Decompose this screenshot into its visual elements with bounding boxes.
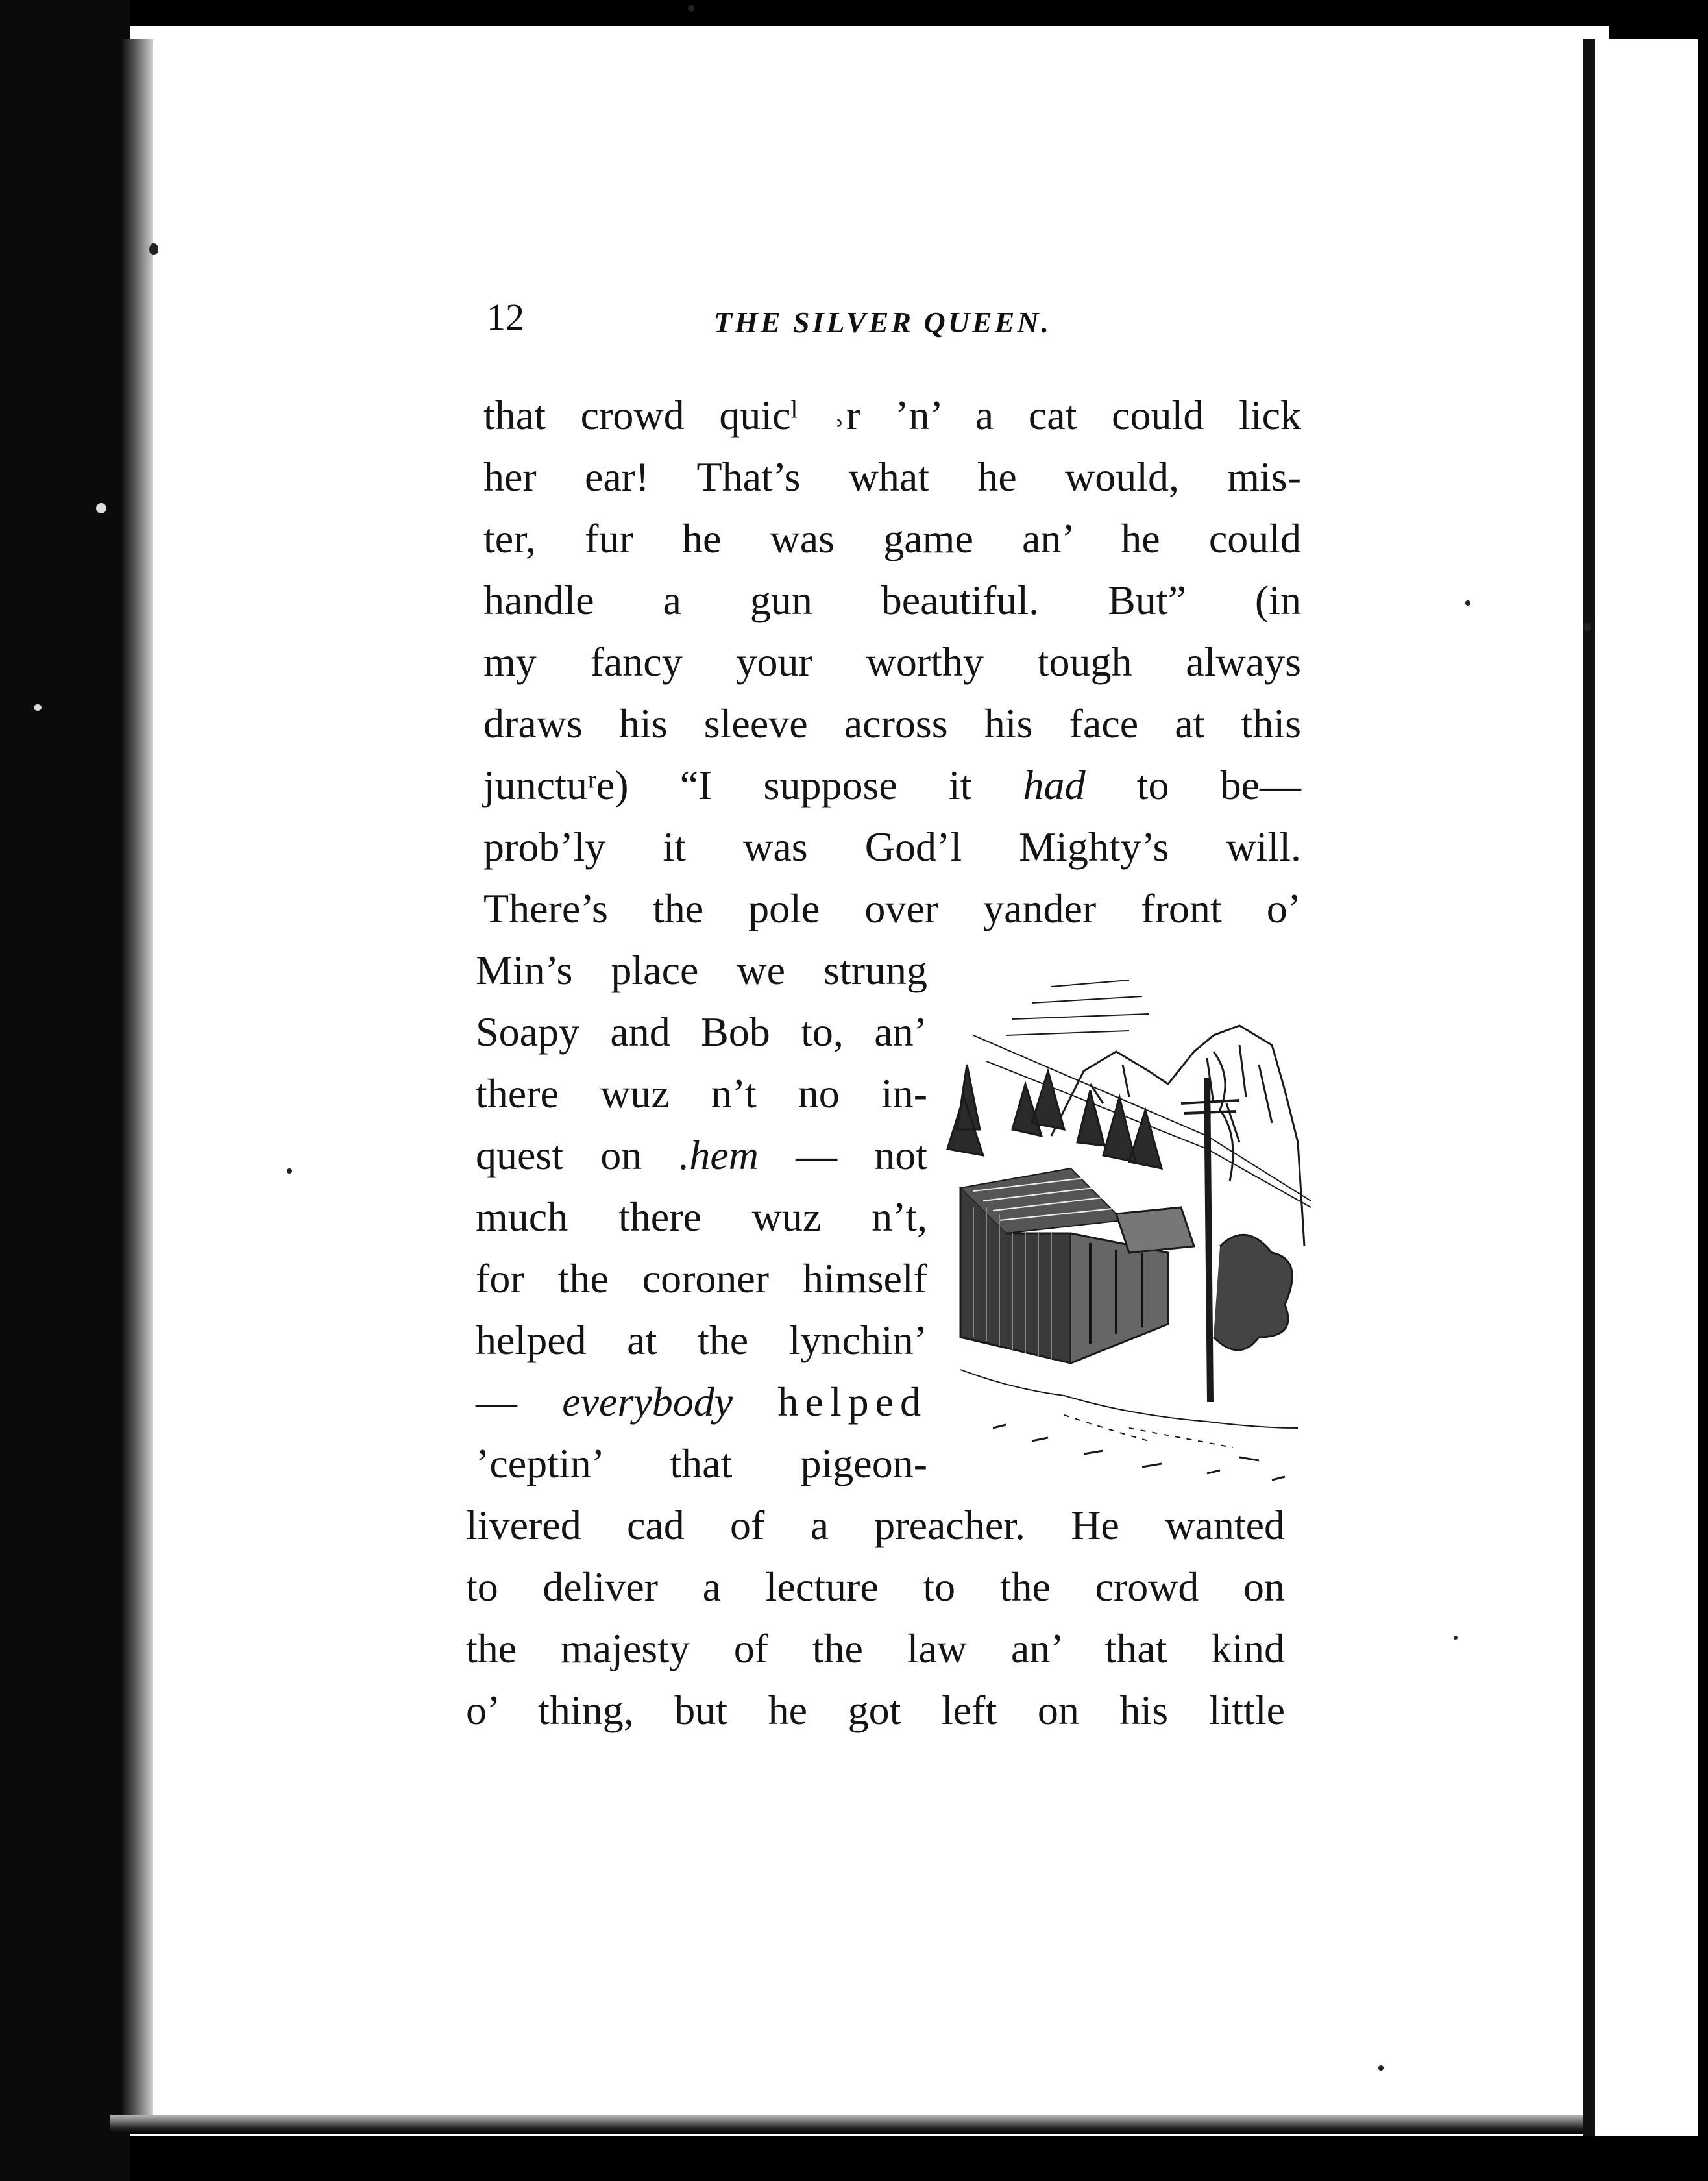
running-title: THE SILVER QUEEN. (714, 306, 1052, 339)
italic-text: everybody (562, 1379, 733, 1425)
text-line: helped at the lynchin’ (476, 1317, 927, 1363)
text-line: much there wuz n’t, (476, 1194, 927, 1240)
text-line: her ear! That’s what he would, mis- (483, 454, 1301, 500)
scanner-background-left (0, 0, 130, 2181)
text-line: o’ thing, but he got left on his little (466, 1687, 1285, 1733)
text-line (476, 1132, 927, 1178)
text-segment: quest on (476, 1132, 642, 1178)
italic-text: had (1023, 762, 1086, 808)
page-binding-shadow (122, 39, 153, 2129)
text-segment: to be— (1136, 762, 1302, 808)
text-line: for the coroner himself (476, 1255, 927, 1301)
text-line: There’s the pole over yander front o’ (483, 885, 1301, 931)
text-line: Min’s place we strung (476, 947, 927, 993)
text-line: my fancy your worthy tough always (483, 639, 1301, 685)
text-line: ter, fur he was game an’ he could (483, 515, 1301, 561)
cabin-illustration (934, 974, 1311, 1493)
text-line (476, 1381, 927, 1423)
italic-text: .hem (679, 1132, 759, 1178)
text-line: ’ceptin’ that pigeon- (476, 1440, 927, 1486)
page-bottom-edge (110, 2115, 1603, 2134)
text-line: prob’ly it was God’l Mighty’s will. (483, 824, 1301, 870)
text-segment: helped (777, 1379, 927, 1425)
facing-page-edge (1595, 39, 1708, 2136)
text-segment: junctuʳe) “I suppose it (483, 762, 972, 808)
text-line: the majesty of the law an’ that kind (466, 1625, 1285, 1671)
text-segment: — (476, 1379, 517, 1425)
text-line: handle a gun beautiful. But” (in (483, 577, 1301, 623)
text-line (483, 762, 1302, 808)
right-gutter-line (1583, 39, 1595, 2136)
page-number: 12 (487, 296, 524, 338)
text-line: there wuz n’t no in- (476, 1070, 927, 1116)
text-line: Soapy and Bob to, an’ (476, 1009, 927, 1055)
text-segment: — not (796, 1132, 927, 1178)
scanner-background-right (1698, 26, 1708, 2142)
text-line: draws his sleeve across his face at this (483, 700, 1301, 746)
text-line: to deliver a lecture to the crowd on (466, 1564, 1285, 1610)
text-line: that crowd quicˡ ˒r ’n’ a cat could lick (483, 392, 1301, 438)
text-line: livered cad of a preacher. He wanted (466, 1502, 1285, 1548)
